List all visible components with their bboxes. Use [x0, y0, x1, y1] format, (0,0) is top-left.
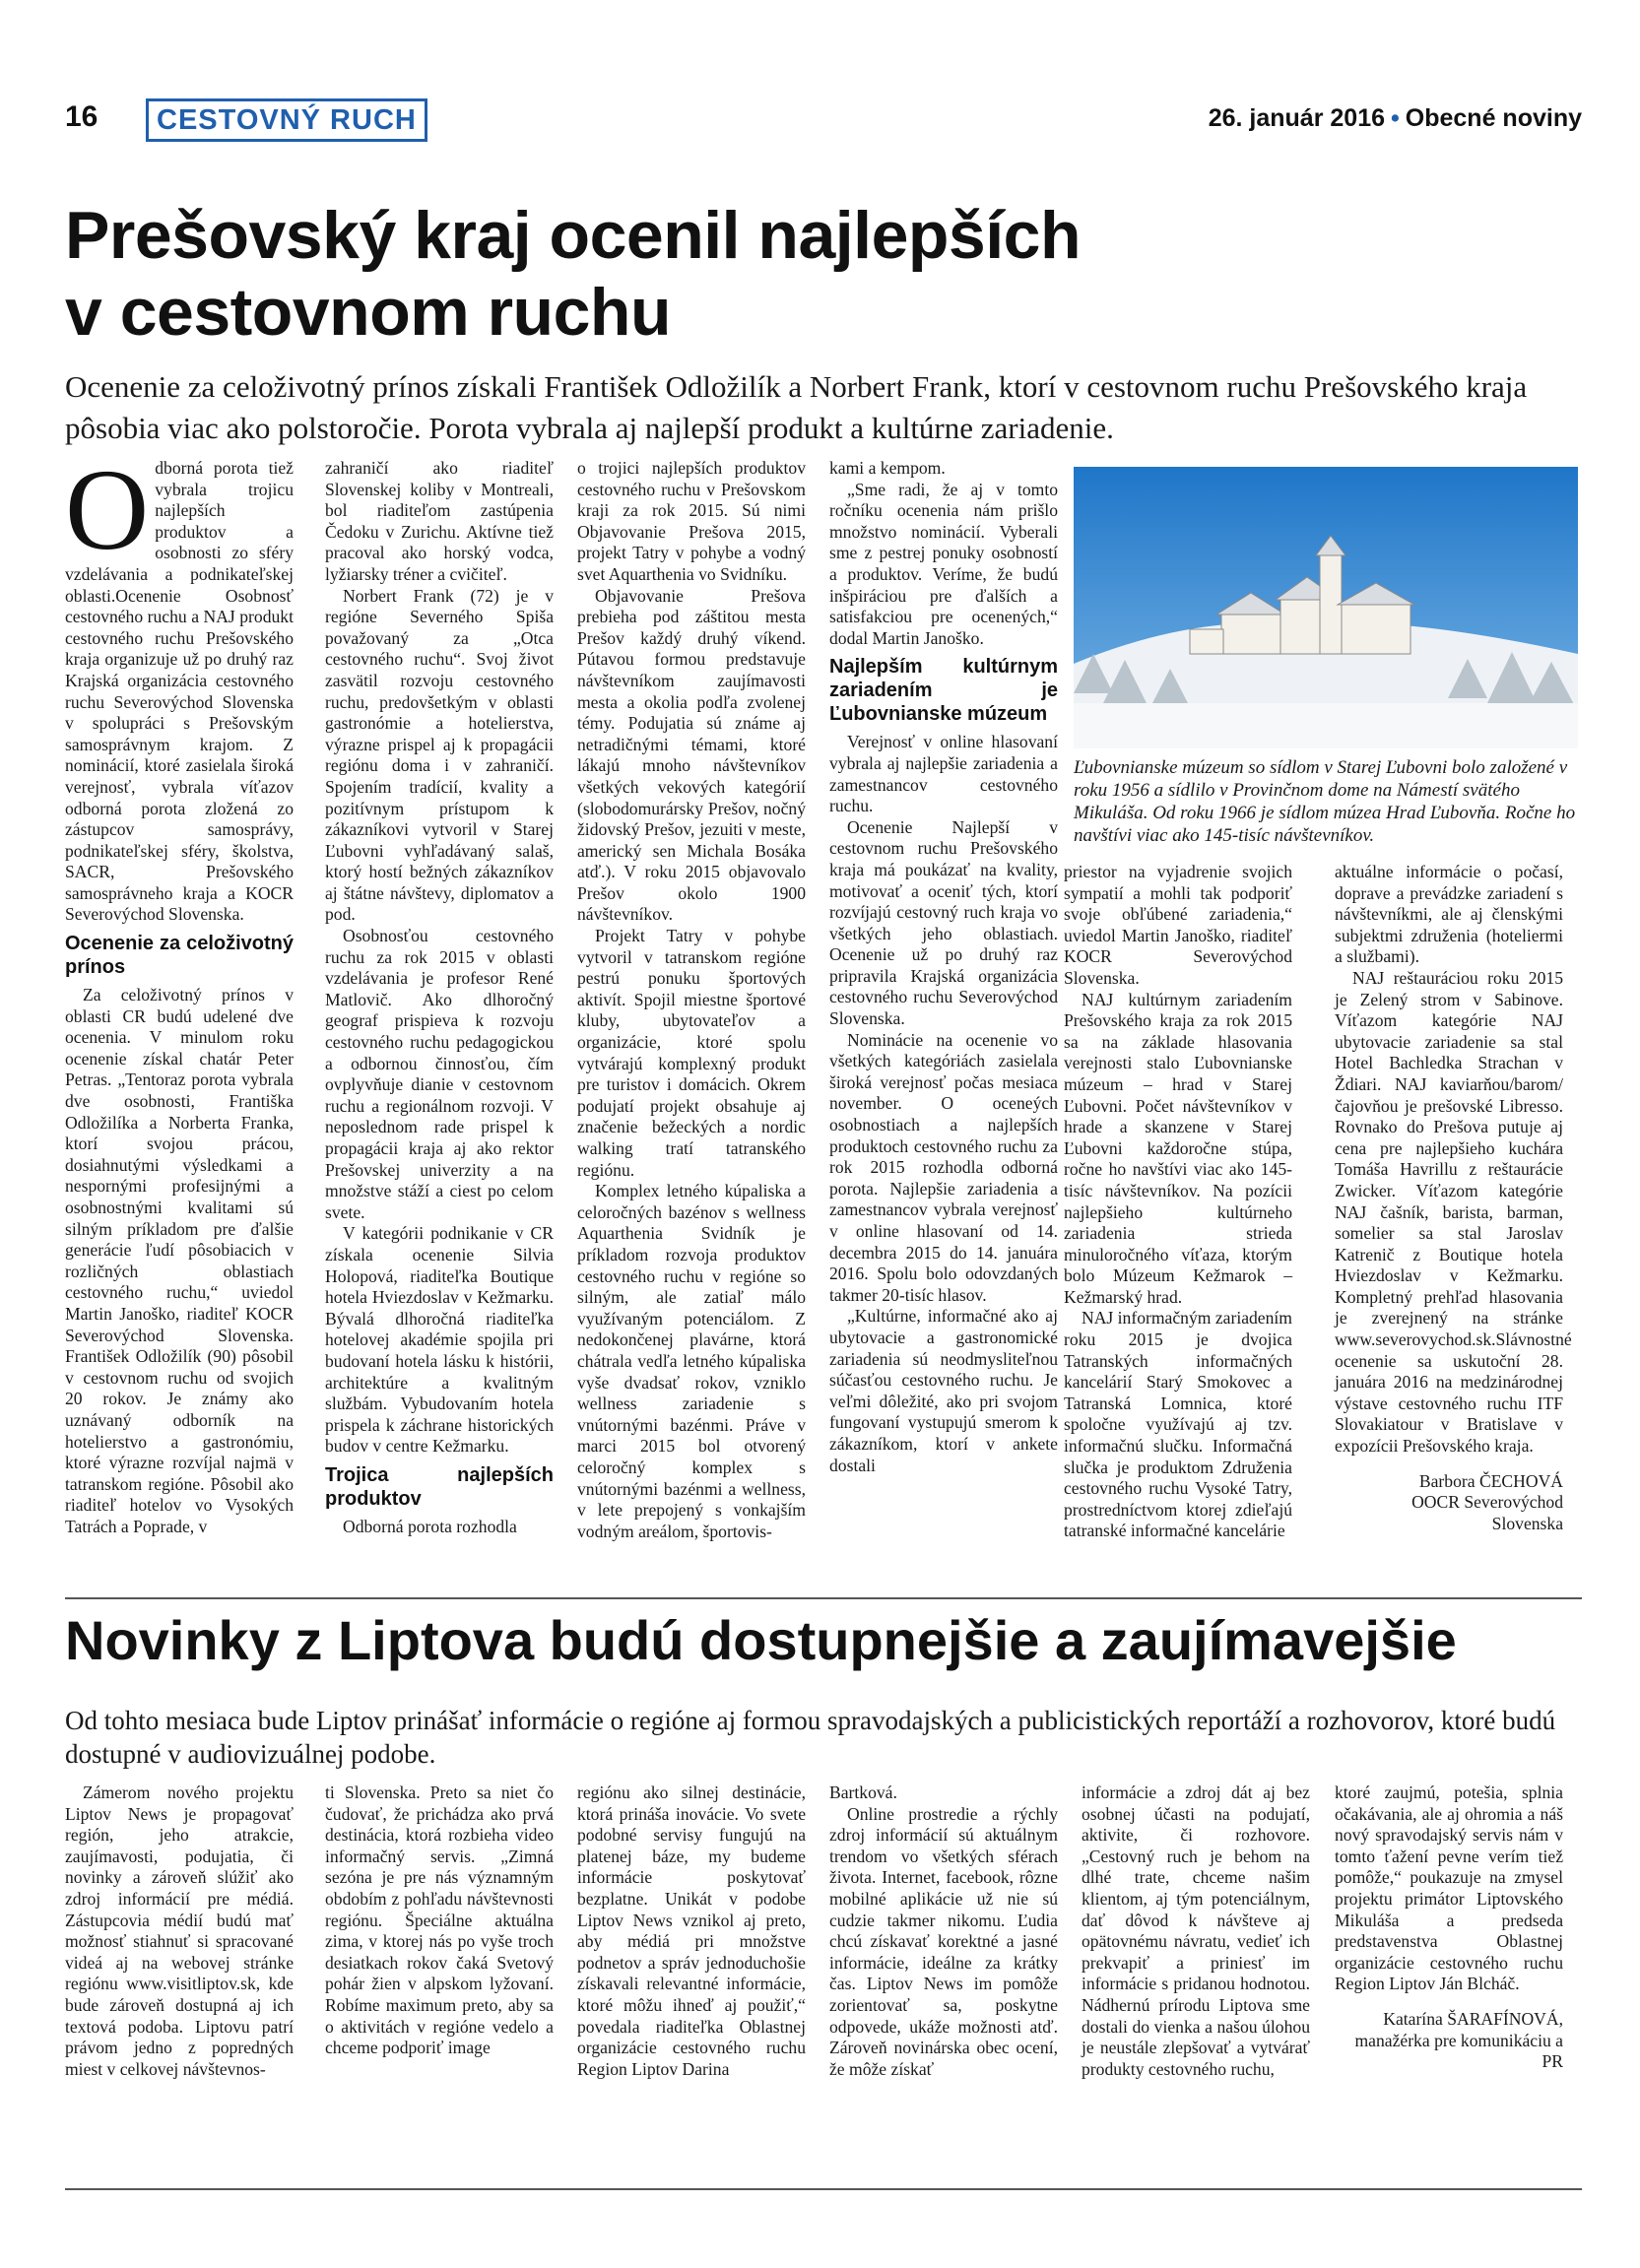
article2-column-5 — [1082, 1782, 1310, 2080]
separator-dot: • — [1391, 104, 1400, 132]
article1-byline — [1335, 1471, 1563, 1535]
article2-column-6 — [1335, 1782, 1563, 2073]
issue-date: 26. január 2016 — [1208, 104, 1386, 132]
paragraph-text: dborná porota tiež vybrala trojicu najlepších produktov a osobnosti zo sféry vzdelávania a podnikateľskej oblasti.Ocenenie Osobnosť cestovného ruchu a NAJ produkt cestovného ruchu Prešovského kraja organizuje už po druhý raz Krajská organizácia cestovného ruchu Severovýchod Slovenska v spolupráci s Prešovským samosprávnym krajom. Z nominácií, ktoré zasielala široká verejnosť, vybrala víťazov odborná porota zložená zo zástupcov samosprávy, podnikateľskej sféry, školstva, SACR, Prešovského samosprávneho kraja a KOCR Severovýchod Slovenska. — [65, 458, 294, 925]
article1-column-6 — [1335, 862, 1572, 1534]
page-number: 16 — [65, 100, 98, 133]
article1-paragraph: Projekt Tatry v pohybe vytvoril v tatranskom regióne pestrú ponuku športových aktivít. Spojil miestne športové kluby, ubytovateľov a organizácie, ktoré spolu vytvárajú komplexný produkt pre turistov i domácich. Okrem podujatí projekt obsahuje aj značenie bežeckých a nordic walking tratí tatranského regiónu. — [577, 926, 806, 1180]
headline-line-2: v cestovnom ruchu — [65, 275, 671, 350]
article2-lead: Od tohto mesiaca bude Liptov prinášať informácie o regióne aj formou spravodajských a publicistických reportáží a rozhovorov, ktoré budú dostupné v audiovizuálnej podobe. — [65, 1706, 1556, 1769]
author-name: Katarína ŠARAFÍNOVÁ, — [1383, 2008, 1563, 2029]
author-org-line-2: Slovenska — [1491, 1513, 1563, 1533]
author-org-line-1: OOCR Severovýchod — [1411, 1492, 1563, 1513]
subhead-lifetime-award: Ocenenie za celoživotný prínos — [65, 933, 294, 979]
article2-column-4 — [829, 1782, 1058, 2080]
article2-byline — [1335, 2009, 1563, 2073]
photo-caption: Ľubovnianske múzeum so sídlom v Starej Ľubovni bolo založené v roku 1956 a sídlilo v Provinčnom dome na Námestí svätého Mikuláša. Od roku 1966 je sídlom múzea Hrad Ľubovňa. Ročne ho navštívi viac ako 145-tisíc návštevníkov. — [1074, 757, 1576, 846]
subhead-best-cultural-venue: Najlepším kultúrnym zariadením je Ľubovnianske múzeum — [829, 656, 1058, 726]
article1-paragraph: „Sme radi, že aj v tomto ročníku ocenenia nám prišlo množstvo nominácií. Vyberali sme z pestrej ponuky osobností a produktov. Veríme, že budú inšpiráciou pre ďalších a satisfakciou pre ocenených,“ dodal Martin Janoško. — [829, 479, 1058, 648]
castle-photo — [1074, 467, 1578, 748]
headline-line-1: Prešovský kraj ocenil najlepších — [65, 198, 1081, 273]
article1-paragraph — [65, 445, 294, 926]
subhead-top-products: Trojica najlepších produktov — [325, 1463, 554, 1510]
article2-headline: Novinky z Liptova budú dostupnejšie a zaujímavejšie — [65, 1609, 1457, 1671]
drop-cap: O — [65, 445, 150, 574]
article1-lead: Ocenenie za celoživotný prínos získali František Odložilík a Norbert Frank, ktorí v cestovnom ruchu Prešovského kraja pôsobia viac ako polstoročie. Porota vybrala aj najlepší produkt a kultúrne zariadenie. — [65, 369, 1528, 445]
article1-paragraph: NAJ reštauráciou roku 2015 je Zelený strom v Sabinove. Víťazom kategórie NAJ ubytovacie zariadenie sa stal Hotel Bachledka Strachan v Ždiari. NAJ kaviarňou/barom/čajovňou je prešovské Libresso. Rovnako do Prešova putuje aj cena pre najlepšieho kuchára Tomáša Havrillu z reštaurácie Zwicker. Víťazom kategórie NAJ čašník, barista, barman, somelier sa stal Jaroslav Katrenič z Boutique hotela Hviezdoslav v Kežmarku. Kompletný prehľad hlasovania je zverejnený na stránke www.severovychod.sk.Slávnostné ocenenie sa uskutoční 28. januára 2016 na medzinárodnej výstave cestovného ruchu ITF Slovakiatour v Bratislave v expozícii Prešovského kraja. — [1335, 967, 1572, 1457]
article1-paragraph: NAJ informačným zariadením roku 2015 je dvojica Tatranských informačných kancelárií Starý Smokovec a Tatranská Lomnica, ktoré spoločne využívajú aj tzv. informačnú slučku. Informačná slučka je produktom Združenia cestovného ruchu Vysoké Tatry, prostredníctvom ktorej zdieľajú tatranské informačné kancelárie — [1064, 1308, 1292, 1541]
article1-paragraph: zahraničí ako riaditeľ Slovenskej koliby v Montreali, bol riaditeľom zastúpenia Čedoku v Zurichu. Aktívne tiež pracoval ako horský vodca, lyžiarsky tréner a cvičiteľ. — [325, 458, 554, 584]
article-divider — [65, 1597, 1582, 1599]
article1-paragraph: „Kultúrne, informačné ako aj ubytovacie a gastronomické zariadenia sú neodmysliteľnou súčasťou cestovného ruchu. Je veľmi dôležité, ako pri svojom fungovaní vystupujú smerom k zákazníkom, ktorí v ankete dostali — [829, 1306, 1058, 1475]
article2-paragraph: ti Slovenska. Preto sa niet čo čudovať, že prichádza ako prvá destinácia, ktorá rozbieha video informačný servis. „Zimná sezóna je pre nás významným obdobím z pohľadu návštevnosti regiónu. Špeciálne aktuálna zima, v ktorej nás po vyše troch desiatkach rokov čaká Svetový pohár žien v alpskom lyžovaní. Robíme maximum preto, aby sa o aktivitách v regióne vedelo a chceme podporiť image — [325, 1782, 554, 2058]
article1-paragraph: Komplex letného kúpaliska a celoročných bazénov s wellness Aquarthenia Svidník je príkladom rozvoja produktov cestovného ruchu v regióne so silným, ale zatiaľ málo využívaným potenciálom. Z nedokončenej plavárne, ktorá chátrala vedľa letného kúpaliska vyše dvadsať rokov, vzniklo wellness zariadenie s vnútornými bazénmi. Práve v marci 2015 bol otvorený celoročný komplex s vnútornými bazénmi a wellness, v lete prepojený s vonkajším vodným areálom, športovis- — [577, 1181, 806, 1541]
section-label: CESTOVNÝ RUCH — [146, 98, 427, 142]
article2-column-2 — [325, 1782, 554, 2059]
article2-paragraph: regiónu ako silnej destinácie, ktorá prináša inovácie. Vo svete podobné servisy fungujú na platenej báze, my budeme informácie poskytovať bezplatne. Unikát v podobe Liptov News vznikol aj preto, aby médiá pri množstve podnetov a správ jednoduchošie získavali relevantné informácie, ktoré môžu ihneď aj použiť,“ povedala riaditeľka Oblastnej organizácie cestovného ruchu Region Liptov Darina — [577, 1782, 806, 2079]
article1-paragraph: Nominácie na ocenenie vo všetkých kategóriách zasielala široká verejnosť počas mesiaca november. O oceneých osobnostiach a najlepších produktoch cestovného ruchu za rok 2015 rozhodla odborná porota. Najlepšie zariadenia a zamestnancov vybrala verejnosť v online hlasovaní od 14. decembra 2015 do 14. januára 2016. Spolu bolo odovzdaných takmer 20-tisíc hlasov. — [829, 1029, 1058, 1305]
article1-headline — [65, 197, 1582, 351]
article1-paragraph: NAJ kultúrnym zariadením Prešovského kraja za rok 2015 sa na základe hlasovania verejnosti stalo Ľubovnianske múzeum – hrad v Starej Ľubovni. Počet návštevníkov v hrade a skanzene v Starej Ľubovni každoročne stúpa, ročne ho navštívi viac ako 145-tisíc návštevníkov. Na pozícii najlepšieho kultúrneho zariadenia strieda minuloročného víťaza, ktorým bolo Múzeum Kežmarok – Kežmarský hrad. — [1064, 989, 1292, 1307]
article1-paragraph: Norbert Frank (72) je v regióne Severného Spiša považovaný za „Otca cestovného ruchu“. Svoj život zasvätil rozvoju cestovného ruchu, predovšetkým v oblasti gastronómie a hotelierstva, výrazne prispel aj k propagácii regiónu doma i v zahraničí. Spojením tradícií, kvality a pozitívnym prístupom k zákazníkovi vytvoril v Starej Ľubovni vyhľadávaný salaš, ktorý hostí bežných zákazníkov aj štátne návštevy, diplomatov a pod. — [325, 585, 554, 925]
article2-paragraph: Zámerom nového projektu Liptov News je propagovať región, jeho atrakcie, zaujímavosti, podujatia, či novinky a zároveň slúžiť ako zdroj informácií pre médiá. Zástupcovia médií budú mať možnosť stiahnuť si spracované videá aj na webovej stránke regiónu www.visitliptov.sk, kde bude zároveň dostupná aj ich textová podoba. Liptovu patrí právom jedno z popredných miest v celkovej návštevnos- — [65, 1782, 294, 2079]
article1-column-3 — [577, 458, 806, 1542]
article1-paragraph: Osobnosťou cestovného ruchu za rok 2015 v oblasti vzdelávania je profesor René Matlovič. Ako dlhoročný geograf prispieva k rozvoju cestovného ruchu pedagogickou a odbornou činnosťou, čím ovplyvňuje dianie v cestovnom ruchu a regionálnom rozvoji. V neposlednom rade prispel k propagácii kraja aj ako rektor Prešovskej univerzity a na množstve stáží a ciest po celom svete. — [325, 926, 554, 1222]
article1-paragraph: kami a kempom. — [829, 458, 946, 478]
article2-paragraph: Bartková. — [829, 1782, 897, 1802]
article2-column-1 — [65, 1782, 294, 2080]
article2-paragraph: Online prostredie a rýchly zdroj informácií sú aktuálnym trendom vo všetkých sférach života. Internet, facebook, rôzne mobilné aplikácie už nie sú cudzie takmer nikomu. Ľudia chcú získavať korektné a jasné informácie, ideálne za krátky čas. Liptov News im pomôže zorientovať sa, poskytne odpovede, ukáže možnosti atď. Zároveň novinárska obec ocení, že môže získať — [829, 1803, 1058, 2079]
article1-paragraph: Za celoživotný prínos v oblasti CR budú udelené dve ocenenia. V minulom roku ocenenie získal chatár Peter Petras. „Tentoraz porota vybrala dve osobnosti, Františka Odložilíka a Norberta Franka, ktorí svojou prácou, dosiahnutými výsledkami a nespornými profesijnými a osobnostnými kvalitami sú silným príkladom pre ďalšie generácie ľudí pôsobiacich v rozličných oblastiach cestovného ruchu,“ uviedol Martin Janoško, riaditeľ KOCR Severovýchod Slovenska. František Odložilík (90) pôsobil v cestovnom ruchu od svojich 20 rokov. Je známy ako uznávaný odborník na hotelierstvo a gastronómiu, ktoré výrazne rozvíjal najmä v tatranskom regióne. Pôsobil ako riaditeľ hotelov vo Vysokých Tatrách a Poprade, v — [65, 985, 294, 1536]
castle-photo-image — [1074, 467, 1578, 748]
publication-name: Obecné noviny — [1405, 104, 1582, 132]
author-role: manažérka pre komunikáciu a PR — [1354, 2030, 1563, 2072]
article1-paragraph: Odborná porota rozhodla — [343, 1516, 517, 1536]
article1-paragraph: V kategórii podnikanie v CR získala ocenenie Silvia Holopová, riaditeľka Boutique hotela Hviezdoslav v Kežmarku. Bývalá dlhoročná riaditeľka hotelovej akadémie spojila pri budovaní hotela lásku k histórii, architektúre a kvalitným službám. Vybudovaním hotela prispela k záchrane historických budov v centre Kežmarku. — [325, 1223, 554, 1457]
article2-column-3 — [577, 1782, 806, 2080]
article1-paragraph: o trojici najlepších produktov cestovného ruchu v Prešovskom kraji za rok 2015. Sú nimi Objavovanie Prešova 2015, projekt Tatry v pohybe a vodný svet Aquarthenia vo Svidníku. — [577, 458, 806, 584]
article1-paragraph: priestor na vyjadrenie svojich sympatií a mohli tak podporiť svoje obľúbené zariadenia,“ uviedol Martin Janoško, riaditeľ KOCR Severovýchod Slovenska. — [1064, 862, 1292, 988]
article1-column-5 — [1064, 862, 1292, 1542]
article1-paragraph: Ocenenie Najlepší v cestovnom ruchu Prešovského kraja má poukázať na kvality, motivovať a oceniť tých, ktorí rozvíjajú cestovný ruch kraja vo všetkých jeho oblastiach. Ocenenie už po druhý raz pripravila Krajská organizácia cestovného ruchu Severovýchod Slovenska. — [829, 816, 1058, 1029]
page-bottom-rule — [65, 2188, 1582, 2190]
article1-column-4 — [829, 458, 1058, 1476]
article1-paragraph: Verejnosť v online hlasovaní vybrala aj najlepšie zariadenia a zamestnancov cestovného ruchu. — [829, 732, 1058, 816]
article1-paragraph: aktuálne informácie o počasí, doprave a prevádzke zariadení s návštevníkmi, ale aj členskými subjektmi združenia (hoteliermi a službami). — [1335, 862, 1563, 967]
article1-column-2 — [325, 458, 554, 1538]
issue-info — [1209, 104, 1582, 133]
article1-column-1 — [65, 445, 294, 1538]
article2-paragraph: informácie a zdroj dát aj bez osobnej účasti na podujatí, aktivite, či rozhovore. „Cestovný ruch je behom na dlhé trate, chceme našim klientom, aj tým potenciálnym, dať dôvod k návšteve aj opätovnému návratu, vedieť ich prekvapiť a priniesť im informácie s pridanou hodnotou. Nádhernú prírodu Liptova sme dostali do vienka a našou úlohou je neustále zlepšovať a vytvárať produkty cestovného ruchu, — [1082, 1782, 1310, 2079]
article1-paragraph: Objavovanie Prešova prebieha pod záštitou mesta Prešov každý druhý víkend. Pútavou formou predstavuje návštevníkom zaujímavosti mesta a okolia podľa zvolenej témy. Podujatia sú známe aj netradičnými témami, ktoré lákajú mnoho návštevníkov všetkých vekových kategórií (slobodomurársky Prešov, nočný židovský Prešov, jezuiti v meste, americký sen Michala Bosáka atď.). V roku 2015 objavovalo Prešov okolo 1900 návštevníkov. — [577, 585, 806, 925]
article2-paragraph: ktoré zaujmú, potešia, splnia očakávania, ale aj ohromia a náš nový spravodajský servis nám v tomto ťažení pevne verím tiež pomôže,“ poukazuje na zmysel projektu primátor Liptovského Mikuláša a predseda predstavenstva Oblastnej organizácie cestovného ruchu Region Liptov Ján Blcháč. — [1335, 1782, 1563, 1994]
page-header — [65, 98, 1582, 144]
author-name: Barbora ČECHOVÁ — [1418, 1470, 1563, 1491]
